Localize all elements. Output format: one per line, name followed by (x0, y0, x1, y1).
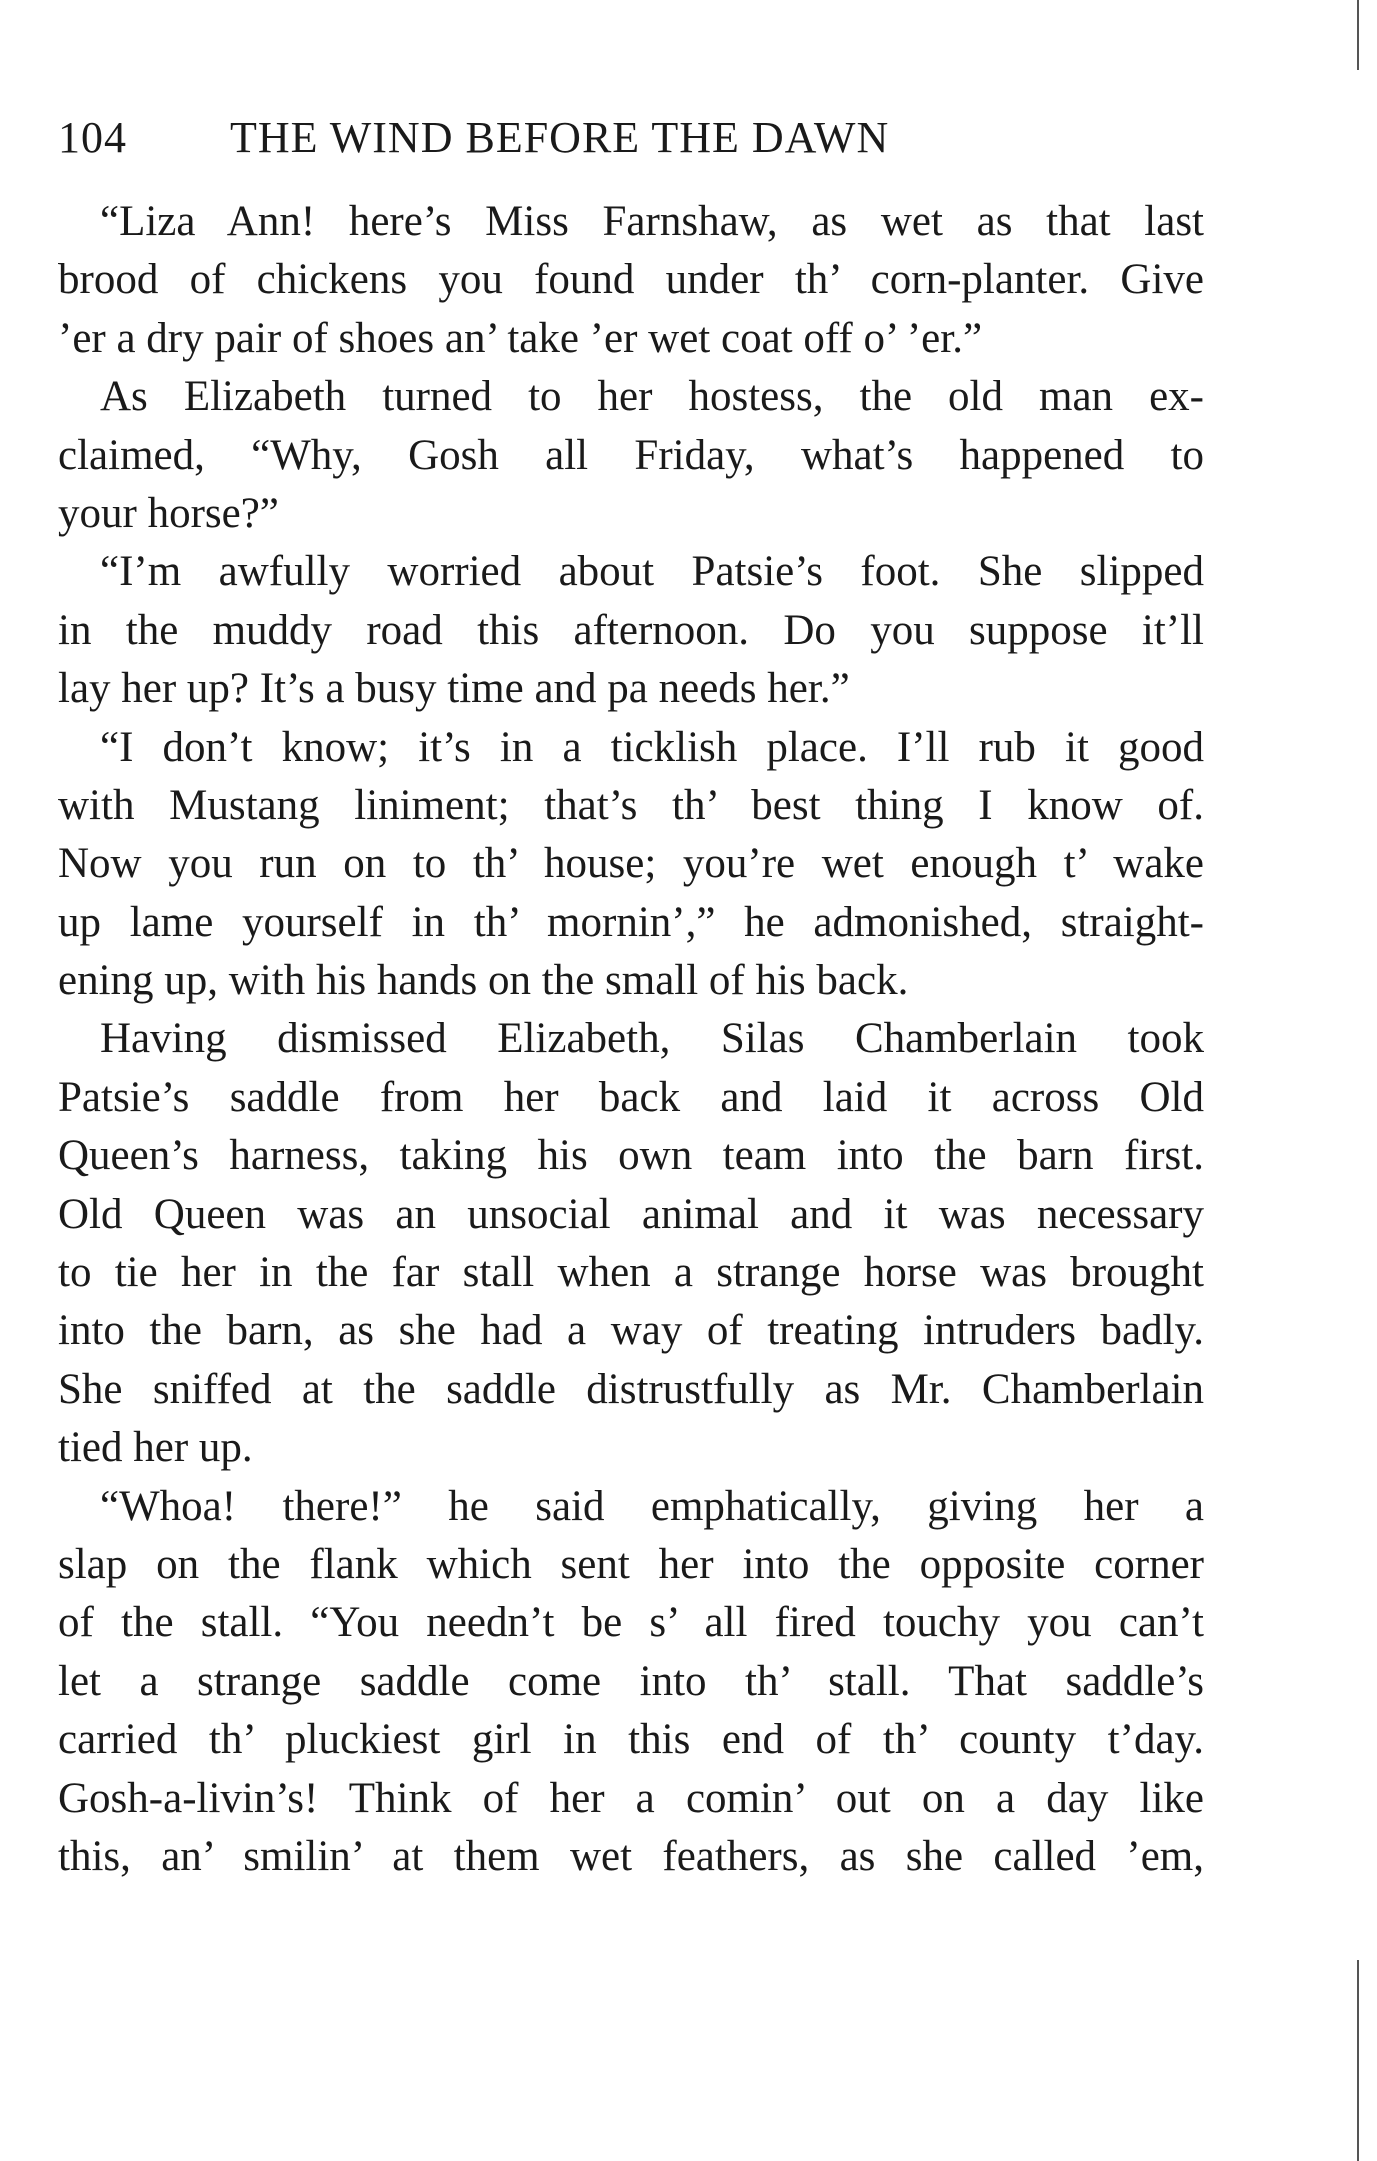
text-line: into the barn, as she had a way of treating intruders badly. (58, 1307, 1204, 1355)
scan-edge-line (1357, 1960, 1359, 2161)
body-text (58, 193, 1204, 1886)
text-line: slap on the flank which sent her into the opposite corner (58, 1540, 1204, 1588)
text-line: “I don’t know; it’s in a ticklish place. I’ll rub it good (100, 723, 1204, 771)
running-header (58, 112, 1218, 172)
text-line: let a strange saddle come into th’ stall. That saddle’s (58, 1657, 1204, 1705)
text-line: up lame yourself in th’ mornin’,” he admonished, straight- (58, 898, 1204, 946)
text-line: claimed, “Why, Gosh all Friday, what’s happened to (58, 431, 1204, 479)
running-title: THE WIND BEFORE THE DAWN (230, 113, 890, 162)
text-line: As Elizabeth turned to her hostess, the old man ex- (100, 373, 1204, 421)
text-line: of the stall. “You needn’t be s’ all fired touchy you can’t (58, 1599, 1204, 1647)
page-number: 104 (58, 113, 127, 162)
text-line: “Whoa! there!” he said emphatically, giving her a (100, 1482, 1204, 1530)
text-line: Queen’s harness, taking his own team into the barn first. (58, 1132, 1204, 1180)
text-line: Having dismissed Elizabeth, Silas Chamberlain took (100, 1015, 1204, 1063)
text-line: Gosh-a-livin’s! Think of her a comin’ out on a day like (58, 1774, 1204, 1822)
text-line: your horse?” (58, 489, 279, 537)
text-line: Now you run on to th’ house; you’re wet enough t’ wake (58, 840, 1204, 888)
text-line: ’er a dry pair of shoes an’ take ’er wet coat off o’ ’er.” (58, 314, 983, 362)
text-line: with Mustang liniment; that’s th’ best thing I know of. (58, 781, 1204, 829)
text-line: Patsie’s saddle from her back and laid it across Old (58, 1073, 1204, 1121)
text-line: to tie her in the far stall when a strange horse was brought (58, 1249, 1204, 1297)
text-line: brood of chickens you found under th’ corn-planter. Give (58, 256, 1204, 304)
scan-edge-line (1357, 0, 1359, 70)
text-line: Old Queen was an unsocial animal and it was necessary (58, 1190, 1204, 1238)
text-line: carried th’ pluckiest girl in this end of th’ county t’day. (58, 1716, 1204, 1764)
text-line: this, an’ smilin’ at them wet feathers, as she called ’em, (58, 1832, 1204, 1880)
text-line: in the muddy road this afternoon. Do you suppose it’ll (58, 606, 1204, 654)
text-line: “I’m awfully worried about Patsie’s foot. She slipped (100, 548, 1204, 596)
text-line: tied her up. (58, 1424, 253, 1472)
text-line: ening up, with his hands on the small of his back. (58, 957, 909, 1005)
text-line: She sniffed at the saddle distrustfully as Mr. Chamberlain (58, 1365, 1204, 1413)
text-line: “Liza Ann! here’s Miss Farnshaw, as wet as that last (100, 198, 1204, 245)
text-line: lay her up? It’s a busy time and pa needs her.” (58, 665, 850, 713)
